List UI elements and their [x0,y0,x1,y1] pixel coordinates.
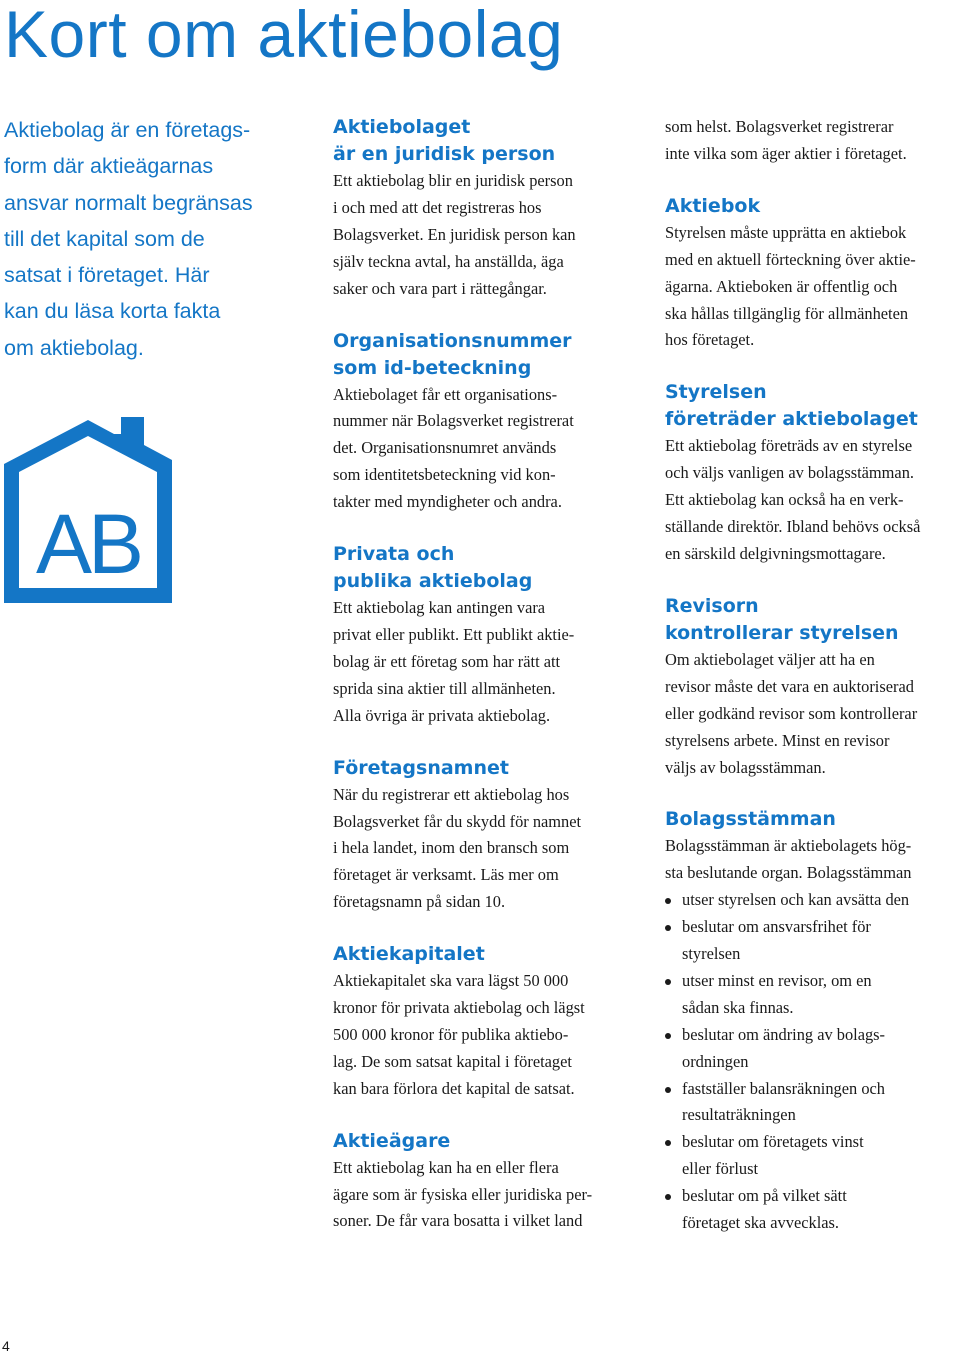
intro-line: till det kapital som de [4,226,205,251]
body-line: Aktiekapitalet ska vara lägst 50 000 [333,971,569,991]
section-heading [333,328,633,382]
bullet-line: fastställer balansräkningen och [682,1078,885,1098]
heading-line: Företagsnamnet [333,756,509,779]
intro-text [4,112,274,366]
bullet-line: sådan ska finnas. [682,997,794,1017]
heading-line: Aktiebolaget [333,116,471,138]
heading-line: Aktieägare [333,1129,451,1152]
body-line: sta beslutande organ. Bolagsstämman [665,863,912,883]
bullet-item [665,914,960,968]
section-heading [665,193,960,220]
body-line: lag. De som satsat kapital i företaget [333,1051,572,1071]
bullet-line: ordningen [682,1051,749,1071]
body-line: Ett aktiebolag kan också ha en verk- [665,490,904,510]
body-line: i hela landet, inom den bransch som [333,838,570,858]
section-body [665,114,960,168]
body-line: kronor för privata aktiebolag och lägst [333,998,585,1018]
intro-line: Aktiebolag är en företags- [4,118,251,142]
body-line: som identitetsbeteckning vid kon- [333,465,556,485]
section-heading [333,114,633,168]
body-line: Bolagsstämman är aktiebolagets hög- [665,836,912,856]
heading-line: Aktiekapitalet [333,943,485,966]
heading-line: Aktiebok [665,194,761,217]
heading-line: Privata och [333,543,455,566]
heading-line: Styrelsen [665,381,767,404]
body-line: Ett aktiebolag kan antingen vara [333,598,546,618]
section-heading [665,593,960,647]
bullet-line: beslutar om ansvarsfrihet för [682,917,871,937]
body-line: företaget är verksamt. Läs mer om [333,865,559,885]
section-organisationsnummer [333,328,633,517]
section-body [333,382,633,517]
body-line: hos företaget. [665,330,755,350]
body-line: eller godkänd revisor som kontrollerar [665,703,918,723]
body-line: Bolagsverket. En juridisk person kan [333,224,576,244]
body-line: kan bara förlora det kapital de satsat. [333,1078,575,1098]
bullet-line: resultaträkningen [682,1105,796,1125]
bullet-item [665,887,960,914]
intro-line: satsat i företaget. Här [4,263,210,288]
bullet-line: beslutar om företagets vinst [682,1132,864,1152]
section-foretagsnamnet [333,755,633,917]
section-body [665,833,960,887]
section-privata-publika [333,541,633,730]
intro-line: kan du läsa korta fakta [4,299,221,324]
heading-line: kontrollerar styrelsen [665,621,899,644]
body-line: styrelsens arbete. Minst en revisor [665,730,890,750]
section-heading [333,541,633,595]
body-line: ägarna. Aktieboken är offentlig och [665,276,898,296]
bullet-line: beslutar om ändring av bolags- [682,1024,886,1044]
heading-line: som id-beteckning [333,356,532,379]
bullet-line: styrelsen [682,944,741,964]
body-line: själv teckna avtal, ha anställda, äga [333,251,564,271]
section-bolagsstamman [665,806,960,1237]
body-line: Bolagsverket får du skydd för namnet [333,811,582,831]
house-ab-logo-icon [4,417,172,603]
bullet-item [665,1129,960,1183]
heading-line: Bolagsstämman [665,808,836,831]
body-line: ska hållas tillgänglig för allmänheten [665,303,909,323]
page-number: 4 [2,1338,10,1354]
heading-line: publika aktiebolag [333,570,533,593]
section-aktieagare [333,1128,633,1236]
section-heading [665,806,960,833]
section-aktieagare-continued [665,114,960,168]
section-revisorn [665,593,960,782]
section-aktiebok [665,193,960,355]
section-heading [333,1128,633,1155]
body-line: företagsnamn på sidan 10. [333,892,506,912]
page-title: Kort om aktiebolag [4,0,564,71]
body-line: väljs av bolagsstämman. [665,757,826,777]
body-line: När du registrerar ett aktiebolag hos [333,784,570,804]
body-line: med en aktuell förteckning över aktie- [665,249,916,269]
body-line: ägare som är fysiska eller juridiska per- [333,1184,593,1204]
right-column [665,114,960,1262]
section-body [333,595,633,730]
bullet-item [665,968,960,1022]
body-line: saker och vara part i rättegångar. [333,278,547,298]
section-body [665,433,960,568]
logo-text: AB [35,497,141,591]
intro-line: form där aktieägarnas [4,154,214,179]
body-line: Aktiebolaget får ett organisations- [333,384,558,404]
section-juridisk-person [333,114,633,303]
body-line: som helst. Bolagsverket registrerar [665,117,894,136]
body-line: bolag är ett företag som har rätt att [333,651,561,671]
body-line: Styrelsen måste upprätta en aktiebok [665,222,907,242]
intro-line: ansvar normalt begränsas [4,190,253,215]
section-styrelsen [665,379,960,568]
bullet-line: eller förlust [682,1159,759,1179]
bullet-item [665,1076,960,1130]
body-line: Ett aktiebolag företräds av en styrelse [665,436,913,456]
body-line: nummer när Bolagsverket registrerat [333,411,574,431]
body-line: i och med att det registreras hos [333,197,542,217]
body-line: en särskild delgivningsmottagare. [665,543,886,563]
bullet-list [665,887,960,1237]
section-body [665,220,960,355]
section-body [333,1155,633,1236]
heading-line: Organisationsnummer [333,329,572,352]
section-heading [333,941,633,968]
body-line: Ett aktiebolag kan ha en eller flera [333,1157,559,1177]
body-line: privat eller publikt. Ett publikt aktie- [333,624,575,644]
section-body [333,168,633,303]
bullet-line: beslutar om på vilket sätt [682,1186,847,1206]
body-line: soner. De får vara bosatta i vilket land [333,1211,583,1231]
body-line: Ett aktiebolag blir en juridisk person [333,171,573,190]
section-body [333,782,633,917]
middle-column [333,114,633,1260]
body-line: Om aktiebolaget väljer att ha en [665,649,875,669]
body-line: inte vilka som äger aktier i företaget. [665,143,907,163]
body-line: takter med myndigheter och andra. [333,492,562,512]
bullet-item [665,1183,960,1237]
bullet-item [665,1022,960,1076]
section-body [333,968,633,1103]
body-line: Alla övriga är privata aktiebolag. [333,705,551,725]
heading-line: företräder aktiebolaget [665,408,918,431]
section-aktiekapitalet [333,941,633,1103]
body-line: revisor måste det vara en auktoriserad [665,676,914,696]
body-line: det. Organisationsnumret används [333,438,557,458]
intro-line: om aktiebolag. [4,335,144,360]
section-body [665,647,960,782]
section-heading [333,755,633,782]
heading-line: är en juridisk person [333,143,556,165]
bullet-line: företaget ska avvecklas. [682,1213,839,1233]
bullet-line: utser styrelsen och kan avsätta den [682,890,910,910]
bullet-line: utser minst en revisor, om en [682,970,872,990]
body-line: sprida sina aktier till allmänheten. [333,678,556,698]
body-line: och väljs vanligen av bolagsstämman. [665,463,914,483]
heading-line: Revisorn [665,594,759,617]
body-line: 500 000 kronor för publika aktiebo- [333,1024,569,1044]
section-heading [665,379,960,433]
body-line: ställande direktör. Ibland behövs också [665,517,921,537]
